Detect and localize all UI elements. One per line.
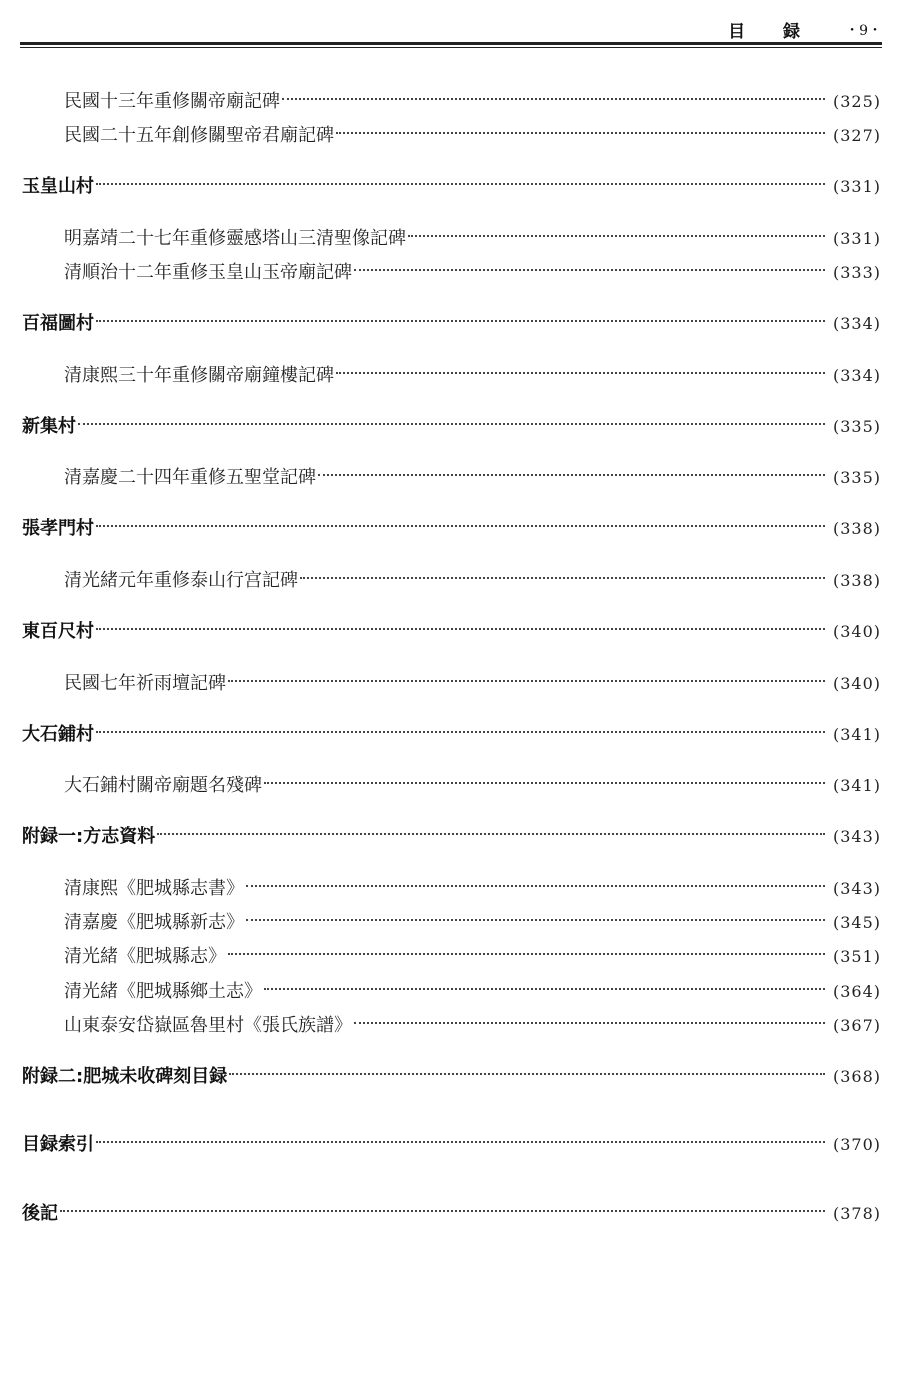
toc-entry-page: (340) [832, 674, 881, 693]
toc-entry[interactable] [64, 259, 881, 287]
dot-leader [246, 919, 825, 921]
toc-entry-page: (325) [832, 92, 881, 111]
toc-entry-title: 民國二十五年創修關聖帝君廟記碑 [64, 125, 334, 146]
toc-section-heading[interactable] [22, 310, 881, 338]
toc-entry[interactable] [64, 1012, 881, 1040]
toc-entry-title: 明嘉靖二十七年重修靈感塔山三清聖像記碑 [64, 228, 406, 249]
toc-entry-page: (334) [832, 366, 881, 385]
toc-entry-page: (331) [832, 229, 881, 248]
dot-leader [60, 1210, 825, 1212]
toc-entry-title: 清順治十二年重修玉皇山玉帝廟記碑 [64, 262, 352, 283]
dot-leader [78, 423, 825, 425]
toc-entry-page: (338) [832, 571, 881, 590]
toc-entry-page: (335) [832, 468, 881, 487]
toc-section-heading[interactable] [22, 823, 881, 851]
toc-entry-title: 民國十三年重修關帝廟記碑 [64, 91, 280, 112]
toc-entry-title: 附録二:肥城未收碑刻目録 [22, 1066, 228, 1087]
toc-entry[interactable] [64, 772, 881, 800]
toc-entry-page: (334) [832, 314, 881, 333]
toc-section-heading[interactable] [22, 1063, 881, 1091]
toc-entry[interactable] [64, 978, 881, 1006]
dot-leader [354, 1022, 825, 1024]
toc-entry-title: 後記 [22, 1203, 58, 1224]
toc-entry-page: (331) [832, 177, 881, 196]
dot-leader [96, 183, 825, 185]
toc-entry-title: 清光緒《肥城縣志》 [64, 946, 226, 967]
toc-entry-title: 民國七年祈雨壇記碑 [64, 673, 226, 694]
toc-entry-page: (364) [832, 982, 881, 1001]
dot-leader [96, 320, 825, 322]
toc-entry[interactable] [64, 122, 881, 150]
toc-entry-title: 新集村 [22, 416, 76, 437]
toc-entry[interactable] [64, 464, 881, 492]
toc-entry-page: (345) [832, 913, 881, 932]
toc-entry-page: (338) [832, 519, 881, 538]
dot-leader [157, 833, 825, 835]
toc-entry-page: (343) [832, 879, 881, 898]
toc-entry-title: 山東泰安岱嶽區魯里村《張氏族譜》 [64, 1015, 352, 1036]
toc-entry-page: (340) [832, 622, 881, 641]
toc-entry[interactable] [64, 362, 881, 390]
dot-leader [246, 885, 825, 887]
toc-entry-title: 附録一:方志資料 [22, 826, 156, 847]
toc-entry[interactable] [64, 875, 881, 903]
dot-leader [264, 988, 825, 990]
toc-entry[interactable] [64, 225, 881, 253]
dot-leader [354, 269, 825, 271]
toc-entry-page: (367) [832, 1016, 881, 1035]
toc-entry-title: 清光緒元年重修泰山行宫記碑 [64, 570, 298, 591]
running-header-title: 目 録 [728, 22, 816, 42]
toc-section-heading[interactable] [22, 413, 881, 441]
toc-section-heading[interactable] [22, 721, 881, 749]
toc-section-heading[interactable] [22, 1131, 881, 1159]
dot-leader [336, 132, 825, 134]
toc-entry-title: 清康熙三十年重修關帝廟鐘樓記碑 [64, 365, 334, 386]
dot-leader [300, 577, 825, 579]
toc-entry-page: (368) [832, 1067, 881, 1086]
toc-entry-page: (333) [832, 263, 881, 282]
toc-entry-title: 清光緒《肥城縣鄉土志》 [64, 981, 262, 1002]
dot-leader [228, 680, 825, 682]
running-header-page-number: ・9・ [845, 23, 882, 39]
toc-entry[interactable] [64, 670, 881, 698]
toc-entry[interactable] [64, 909, 881, 937]
toc-entry-page: (378) [832, 1204, 881, 1223]
toc-entry-title: 大石鋪村關帝廟題名殘碑 [64, 775, 262, 796]
toc-section-heading[interactable] [22, 173, 881, 201]
toc-entry-page: (341) [832, 776, 881, 795]
toc-entry-title: 百福圖村 [22, 313, 94, 334]
toc-entry-page: (341) [832, 725, 881, 744]
toc-entry-page: (351) [832, 947, 881, 966]
dot-leader [228, 953, 825, 955]
toc-section-heading[interactable] [22, 515, 881, 543]
toc-entry-title: 東百尺村 [22, 621, 94, 642]
dot-leader [318, 474, 825, 476]
toc-entry-title: 大石鋪村 [22, 724, 94, 745]
toc-entry-title: 張孝門村 [22, 518, 94, 539]
dot-leader [96, 525, 825, 527]
toc-entry-title: 清嘉慶《肥城縣新志》 [64, 912, 244, 933]
toc-entry[interactable] [64, 567, 881, 595]
toc-entry-title: 目録索引 [22, 1134, 94, 1155]
dot-leader [96, 731, 825, 733]
toc-entry-page: (327) [832, 126, 881, 145]
toc-entry-page: (343) [832, 827, 881, 846]
toc-entry-title: 清康熙《肥城縣志書》 [64, 878, 244, 899]
dot-leader [282, 98, 825, 100]
dot-leader [408, 235, 825, 237]
dot-leader [96, 1141, 825, 1143]
toc-section-heading[interactable] [22, 1200, 881, 1228]
toc-entry-page: (370) [832, 1135, 881, 1154]
toc-entry-title: 玉皇山村 [22, 176, 94, 197]
dot-leader [336, 372, 825, 374]
dot-leader [96, 628, 825, 630]
toc-entry-title: 清嘉慶二十四年重修五聖堂記碑 [64, 467, 316, 488]
toc-entry[interactable] [64, 88, 881, 116]
toc-entry-page: (335) [832, 417, 881, 436]
toc-entry[interactable] [64, 943, 881, 971]
dot-leader [264, 782, 825, 784]
toc-section-heading[interactable] [22, 618, 881, 646]
dot-leader [229, 1073, 825, 1075]
